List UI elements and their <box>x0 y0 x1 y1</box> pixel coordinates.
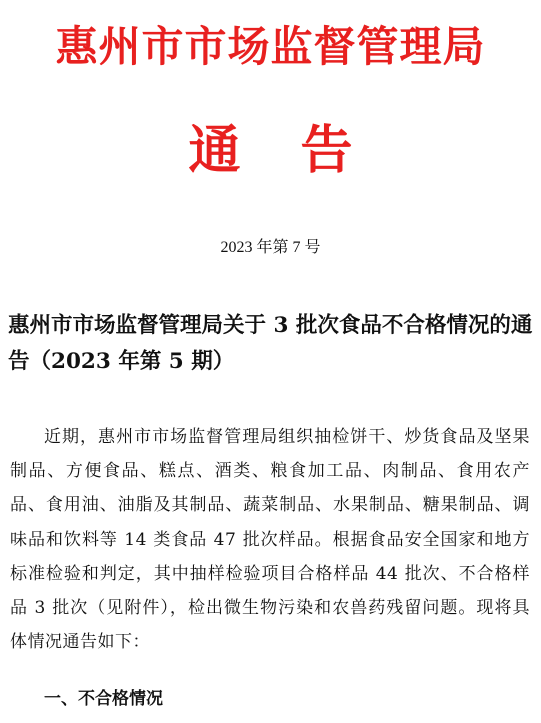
agency-name: 惠州市市场监督管理局 <box>55 22 486 71</box>
notice-heading: 通告 <box>188 120 413 181</box>
document-number: 2023 年第 7 号 <box>220 239 321 256</box>
document-title: 惠州市市场监督管理局关于 3 批次食品不合格情况的通告（2023 年第 5 期） <box>8 313 533 374</box>
section-heading: 一、不合格情况 <box>44 689 163 709</box>
body-paragraph: 近期，惠州市市场监督管理局组织抽检饼干、炒货食品及坚果制品、方便食品、糕点、酒类、粮食加工品、肉制品、食用农产品、食用油、油脂及其制品、蔬菜制品、水果制品、糖果制品、调味品和饮料等 14 类食品 47 批次样品。根据食品安全国家和地方标准检验和判定，其中抽样检验项目合格样品 44 批次、不合格样品 3 批次（见附件），检出微生物污染和农兽药残留问题。现将具体情况通告如下： <box>10 427 530 653</box>
